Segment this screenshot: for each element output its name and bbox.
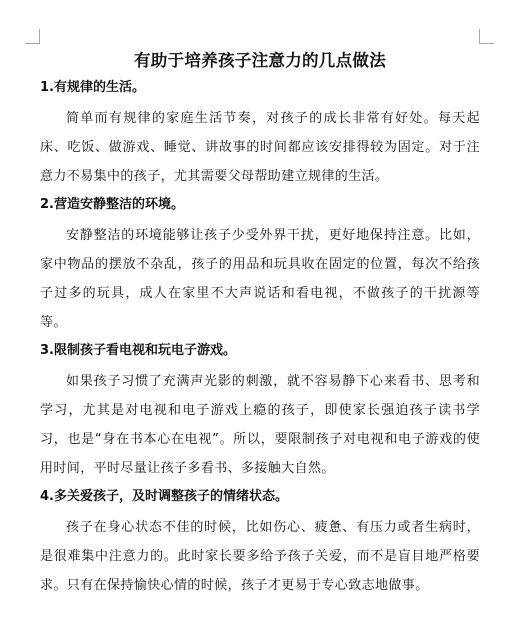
section-paragraph: 孩子在身心状态不佳的时候，比如伤心、疲惫、有压力或者生病时，是很难集中注意力的。此时家长要多给予孩子关爱，而不是盲目地严格要求。只有在保持愉快心情的时候，孩子才更易于专心致志地做事。 (40, 520, 480, 593)
section-heading: 1.有规律的生活。 (40, 80, 145, 95)
crop-mark-top-left (25, 29, 40, 44)
section-4 (40, 487, 480, 600)
document-body (40, 50, 480, 604)
section-heading: 3.限制孩子看电视和玩电子游戏。 (40, 343, 236, 358)
section-paragraph: 如果孩子习惯了充满声光影的刺激，就不容易静下心来看书、思考和学习，尤其是对电视和电子游戏上瘾的孩子，即使家长强迫孩子读书学习，也是“身在书本心在电视”。所以，要限制孩子对电视和电子游戏的使用时间，平时尽量让孩子多看书、多接触大自然。 (40, 374, 480, 476)
section-2 (40, 195, 480, 337)
crop-mark-top-right (479, 29, 494, 44)
section-paragraph: 简单而有规律的家庭生活节奏，对孩子的成长非常有好处。每天起床、吃饭、做游戏、睡觉、讲故事的时间都应该安排得较为固定。对于注意力不易集中的孩子，尤其需要父母帮助建立规律的生活。 (40, 111, 480, 184)
document-title: 有助于培养孩子注意力的几点做法 (134, 51, 386, 70)
section-heading: 4.多关爱孩子，及时调整孩子的情绪状态。 (40, 489, 288, 504)
section-paragraph: 安静整洁的环境能够让孩子少受外界干扰，更好地保持注意。比如，家中物品的摆放不杂乱，孩子的用品和玩具收在固定的位置，每次不给孩子过多的玩具，成人在家里不大声说话和看电视，不做孩子的干扰源等等。 (40, 228, 480, 330)
section-3 (40, 341, 480, 483)
section-heading: 2.营造安静整洁的环境。 (40, 197, 184, 212)
section-1 (40, 78, 480, 191)
